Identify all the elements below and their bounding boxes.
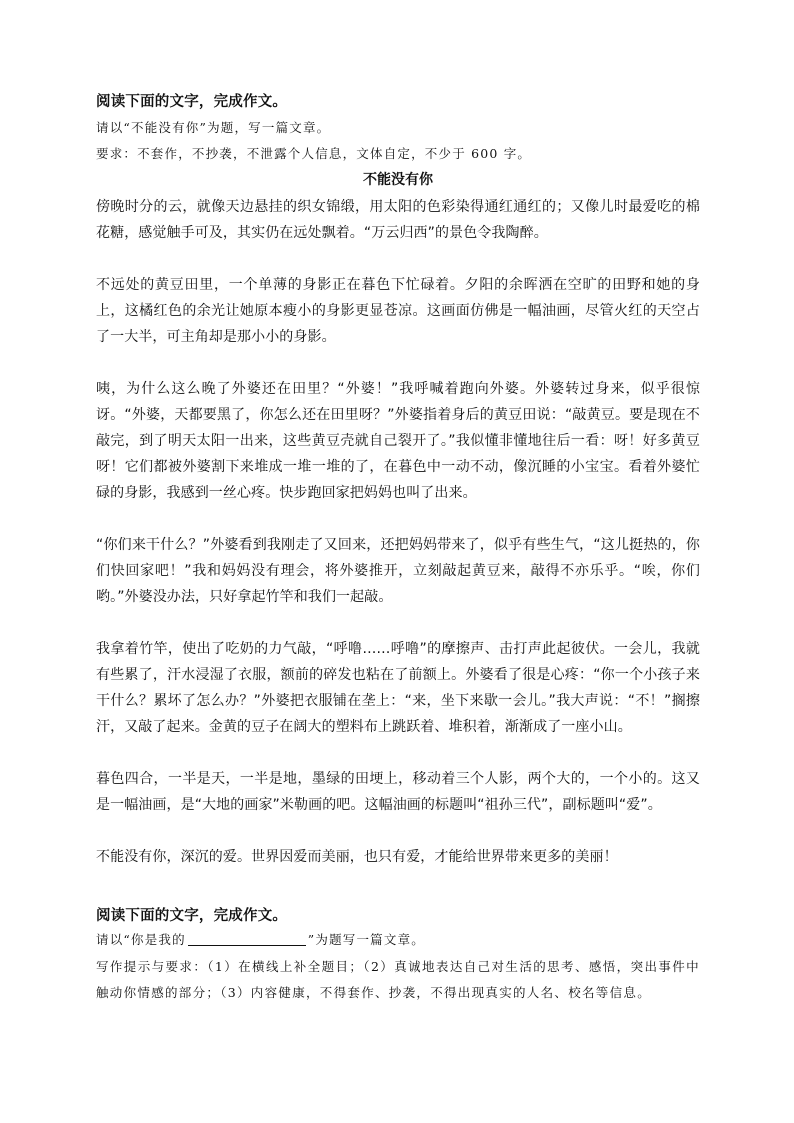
essay-title: 不能没有你	[363, 172, 433, 188]
section-2-heading: 阅读下面的文字，完成作文。	[96, 908, 288, 924]
essay-paragraph-4: “你们来干什么？”外婆看到我刚走了又回来，还把妈妈带来了，似乎有些生气，“这儿挺热的，你们快回家吧！”我和妈妈没有理会，将外婆推开，立刻敲起黄豆来，敲得不亦乐乎。“唉，你们哟。”外婆没办法，只好拿起竹竿和我们一起敲。	[96, 537, 700, 605]
essay-paragraph-5: 我拿着竹竿，使出了吃奶的力气敲，“呼噜……呼噜”的摩擦声、击打声此起彼伏。一会儿，我就有些累了，汗水浸湿了衣服，额前的碎发也粘在了前额上。外婆看了很是心疼：“你一个小孩子来干什么？累坏了怎么办？”外婆把衣服铺在垄上：“来，坐下来歇一会儿。”我大声说：“不！”搁擦汗，又敲了起来。金黄的豆子在阔大的塑料布上跳跃着、堆积着，渐渐成了一座小山。	[96, 641, 700, 735]
section-1	[96, 92, 700, 164]
section-1-heading: 阅读下面的文字，完成作文。	[96, 94, 288, 110]
essay-paragraph-3: 咦，为什么这么晚了外婆还在田里？“外婆！”我呼喊着跑向外婆。外婆转过身来，似乎很惊讶。“外婆，天都要黑了，你怎么还在田里呀？”外婆指着身后的黄豆田说：“敲黄豆。要是现在不敲完，到了明天太阳一出来，这些黄豆壳就自己裂开了。”我似懂非懂地往后一看：呀！好多黄豆呀！它们都被外婆割下来堆成一堆一堆的了，在暮色中一动不动，像沉睡的小宝宝。看着外婆忙碌的身影，我感到一丝心疼。快步跑回家把妈妈也叫了出来。	[96, 381, 700, 501]
essay-paragraph-1: 傍晚时分的云，就像天边悬挂的织女锦缎，用太阳的色彩染得通红通红的；又像儿时最爱吃的棉花糖，感觉触手可及，其实仍在远处飘着。“万云归西”的景色令我陶醉。	[96, 199, 700, 241]
document-page	[96, 92, 700, 1006]
section-2-prompt-end: ”为题写一篇文章。	[307, 932, 425, 947]
section-1-prompt: 请以“不能没有你”为题，写一篇文章。	[96, 120, 331, 135]
section-1-requirements: 要求：不套作，不抄袭，不泄露个人信息，文体自定，不少于 600 字。	[96, 146, 532, 161]
essay-paragraph-6: 暮色四合，一半是天，一半是地，墨绿的田埂上，移动着三个人影，两个大的，一个小的。这又是一幅油画，是“大地的画家”米勒画的吧。这幅油画的标题叫“祖孙三代”，副标题叫“爱”。	[96, 771, 700, 813]
section-2-prompt-start: 请以“你是我的	[96, 932, 186, 947]
essay	[96, 170, 700, 870]
title-blank-line	[188, 931, 306, 946]
section-2	[96, 906, 700, 1006]
essay-paragraph-2: 不远处的黄豆田里，一个单薄的身影正在暮色下忙碌着。夕阳的余晖洒在空旷的田野和她的身上，这橘红色的余光让她原本瘦小的身影更显苍凉。这画面仿佛是一幅油画，尽管火红的天空占了一大半，可主角却是那小小的身影。	[96, 277, 700, 345]
section-2-prompt	[96, 930, 700, 950]
essay-paragraph-7: 不能没有你，深沉的爱。世界因爱而美丽，也只有爱，才能给世界带来更多的美丽！	[96, 849, 618, 865]
section-2-requirements: 写作提示与要求：（1）在横线上补全题目；（2）真诚地表达自己对生活的思考、感悟，突出事件中触动你情感的部分；（3）内容健康，不得套作、抄袭，不得出现真实的人名、校名等信息。	[96, 959, 700, 1000]
